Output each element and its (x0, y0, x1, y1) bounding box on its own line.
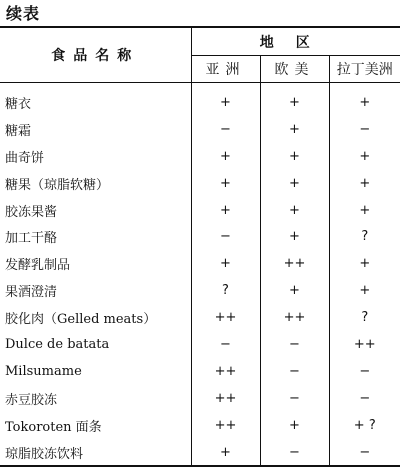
region-header: 地区 (191, 27, 400, 56)
region-europe-america-header: 欧美 (260, 56, 329, 83)
food-name-cell: 发酵乳制品 (0, 250, 191, 277)
table-row (0, 197, 400, 224)
latin-america-mark-cell: + (329, 197, 400, 224)
europe-america-mark-cell: + (260, 197, 329, 224)
table-row (0, 83, 400, 116)
europe-america-mark-cell: − (260, 439, 329, 467)
food-name-cell: 曲奇饼 (0, 143, 191, 170)
europe-america-mark-cell: ++ (260, 304, 329, 331)
table-row (0, 143, 400, 170)
latin-america-mark-cell: ? (329, 304, 400, 331)
latin-america-mark-cell: + (329, 83, 400, 116)
food-name-cell: 琼脂胶冻饮料 (0, 439, 191, 467)
latin-america-mark-cell: − (329, 116, 400, 143)
table-row (0, 250, 400, 277)
asia-mark-cell: + (220, 256, 231, 272)
food-name-cell: Tokoroten 面条 (0, 412, 191, 439)
latin-america-mark-cell: + (329, 250, 400, 277)
asia-mark-cell: − (220, 229, 231, 245)
asia-mark-cell: − (220, 121, 231, 137)
europe-america-mark-cell: + (260, 223, 329, 250)
asia-mark-cell: ++ (214, 417, 237, 433)
latin-america-mark-cell: + ? (329, 412, 400, 439)
asia-mark-cell: + (220, 202, 231, 218)
food-name-cell: 胶冻果酱 (0, 197, 191, 224)
table-row (0, 439, 400, 467)
food-name-cell: 加工干酪 (0, 223, 191, 250)
table-row (0, 116, 400, 143)
food-name-cell: 糖衣 (0, 83, 191, 116)
table-row (0, 223, 400, 250)
asia-mark-cell: + (220, 148, 231, 164)
asia-mark-cell: − (220, 336, 231, 352)
table-row (0, 412, 400, 439)
food-name-header: 食品名称 (0, 27, 191, 83)
europe-america-mark-cell: + (260, 143, 329, 170)
food-name-cell: 赤豆胶冻 (0, 385, 191, 412)
asia-mark-cell: ++ (214, 390, 237, 406)
europe-america-mark-cell: + (260, 412, 329, 439)
table-row (0, 304, 400, 331)
europe-america-mark-cell: + (260, 83, 329, 116)
asia-mark-cell: + (220, 175, 231, 191)
latin-america-mark-cell: − (329, 439, 400, 467)
header-row (0, 27, 400, 56)
latin-america-mark-cell: + (329, 170, 400, 197)
asia-mark-cell: + (220, 94, 231, 110)
food-name-cell: 果酒澄清 (0, 277, 191, 304)
asia-mark-cell: ? (222, 283, 229, 299)
latin-america-mark-cell: + (329, 143, 400, 170)
table-body (0, 83, 400, 467)
europe-america-mark-cell: + (260, 116, 329, 143)
asia-mark-cell: + (191, 439, 260, 467)
region-asia-header: 亚洲 (191, 56, 260, 83)
food-name-cell: 糖霜 (0, 116, 191, 143)
asia-mark-cell: ++ (214, 310, 237, 326)
europe-america-mark-cell: − (260, 331, 329, 358)
latin-america-mark-cell: − (329, 358, 400, 385)
table-row (0, 170, 400, 197)
europe-america-mark-cell: ++ (260, 250, 329, 277)
latin-america-mark-cell: + (329, 277, 400, 304)
table-row (0, 358, 400, 385)
table-row (0, 331, 400, 358)
food-name-cell: 胶化肉（Gelled meats） (0, 304, 191, 331)
europe-america-mark-cell: − (260, 385, 329, 412)
food-name-cell: Dulce de batata (0, 331, 191, 358)
latin-america-mark-cell: ? (329, 223, 400, 250)
latin-america-mark-cell: − (329, 385, 400, 412)
table-row (0, 277, 400, 304)
table-row (0, 385, 400, 412)
region-latin-america-header: 拉丁美洲 (329, 56, 400, 83)
europe-america-mark-cell: + (260, 170, 329, 197)
asia-mark-cell: ++ (214, 363, 237, 379)
table-caption: 续表 (6, 4, 41, 23)
latin-america-mark-cell: ++ (329, 331, 400, 358)
food-name-cell: 糖果（琼脂软糖） (0, 170, 191, 197)
food-name-cell: Milsumame (0, 358, 191, 385)
food-region-table (0, 26, 400, 467)
europe-america-mark-cell: + (260, 277, 329, 304)
europe-america-mark-cell: − (260, 358, 329, 385)
